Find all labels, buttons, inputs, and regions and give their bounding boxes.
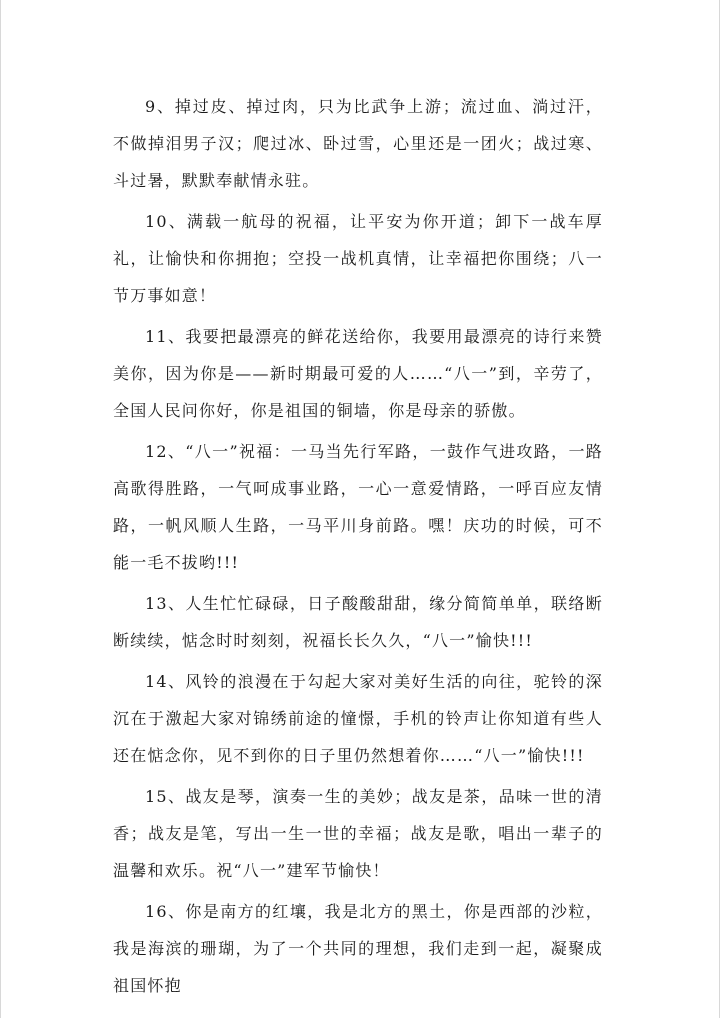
paragraph-12: 12、“八一”祝福：一马当先行军路，一鼓作气进攻路，一路高歌得胜路，一气呵成事业路，一心一意爱情路，一呼百应友情路，一帆风顺人生路，一马平川身前路。嘿！庆功的时候，可不能一毛不拔哟!!! <box>113 442 603 572</box>
paragraph-15: 15、战友是琴，演奏一生的美妙；战友是茶，品味一世的清香；战友是笔，写出一生一世的幸福；战友是歌，唱出一辈子的温馨和欢乐。祝“八一”建军节愉快！ <box>113 787 603 880</box>
paragraph-10: 10、满载一航母的祝福，让平安为你开道；卸下一战车厚礼，让愉快和你拥抱；空投一战机真情，让幸福把你围绕；八一节万事如意！ <box>113 212 603 305</box>
paragraph-14: 14、风铃的浪漫在于勾起大家对美好生活的向往，驼铃的深沉在于激起大家对锦绣前途的憧憬，手机的铃声让你知道有些人还在惦念你，见不到你的日子里仍然想着你……“八一”愉快!!! <box>113 672 603 765</box>
paragraph-11: 11、我要把最漂亮的鲜花送给你，我要用最漂亮的诗行来赞美你，因为你是——新时期最可爱的人……“八一”到，辛劳了，全国人民问你好，你是祖国的铜墙，你是母亲的骄傲。 <box>113 327 603 420</box>
paragraph-16: 16、你是南方的红壤，我是北方的黑土，你是西部的沙粒，我是海滨的珊瑚，为了一个共同的理想，我们走到一起，凝聚成祖国怀抱 <box>113 902 603 995</box>
document-body <box>113 88 603 1008</box>
paragraph-9: 9、掉过皮、掉过肉，只为比武争上游；流过血、淌过汗，不做掉泪男子汉；爬过冰、卧过雪，心里还是一团火；战过寒、斗过暑，默默奉献情永驻。 <box>113 97 603 190</box>
paragraph-13: 13、人生忙忙碌碌，日子酸酸甜甜，缘分简简单单，联络断断续续，惦念时时刻刻，祝福长长久久，“八一”愉快!!! <box>113 594 603 650</box>
